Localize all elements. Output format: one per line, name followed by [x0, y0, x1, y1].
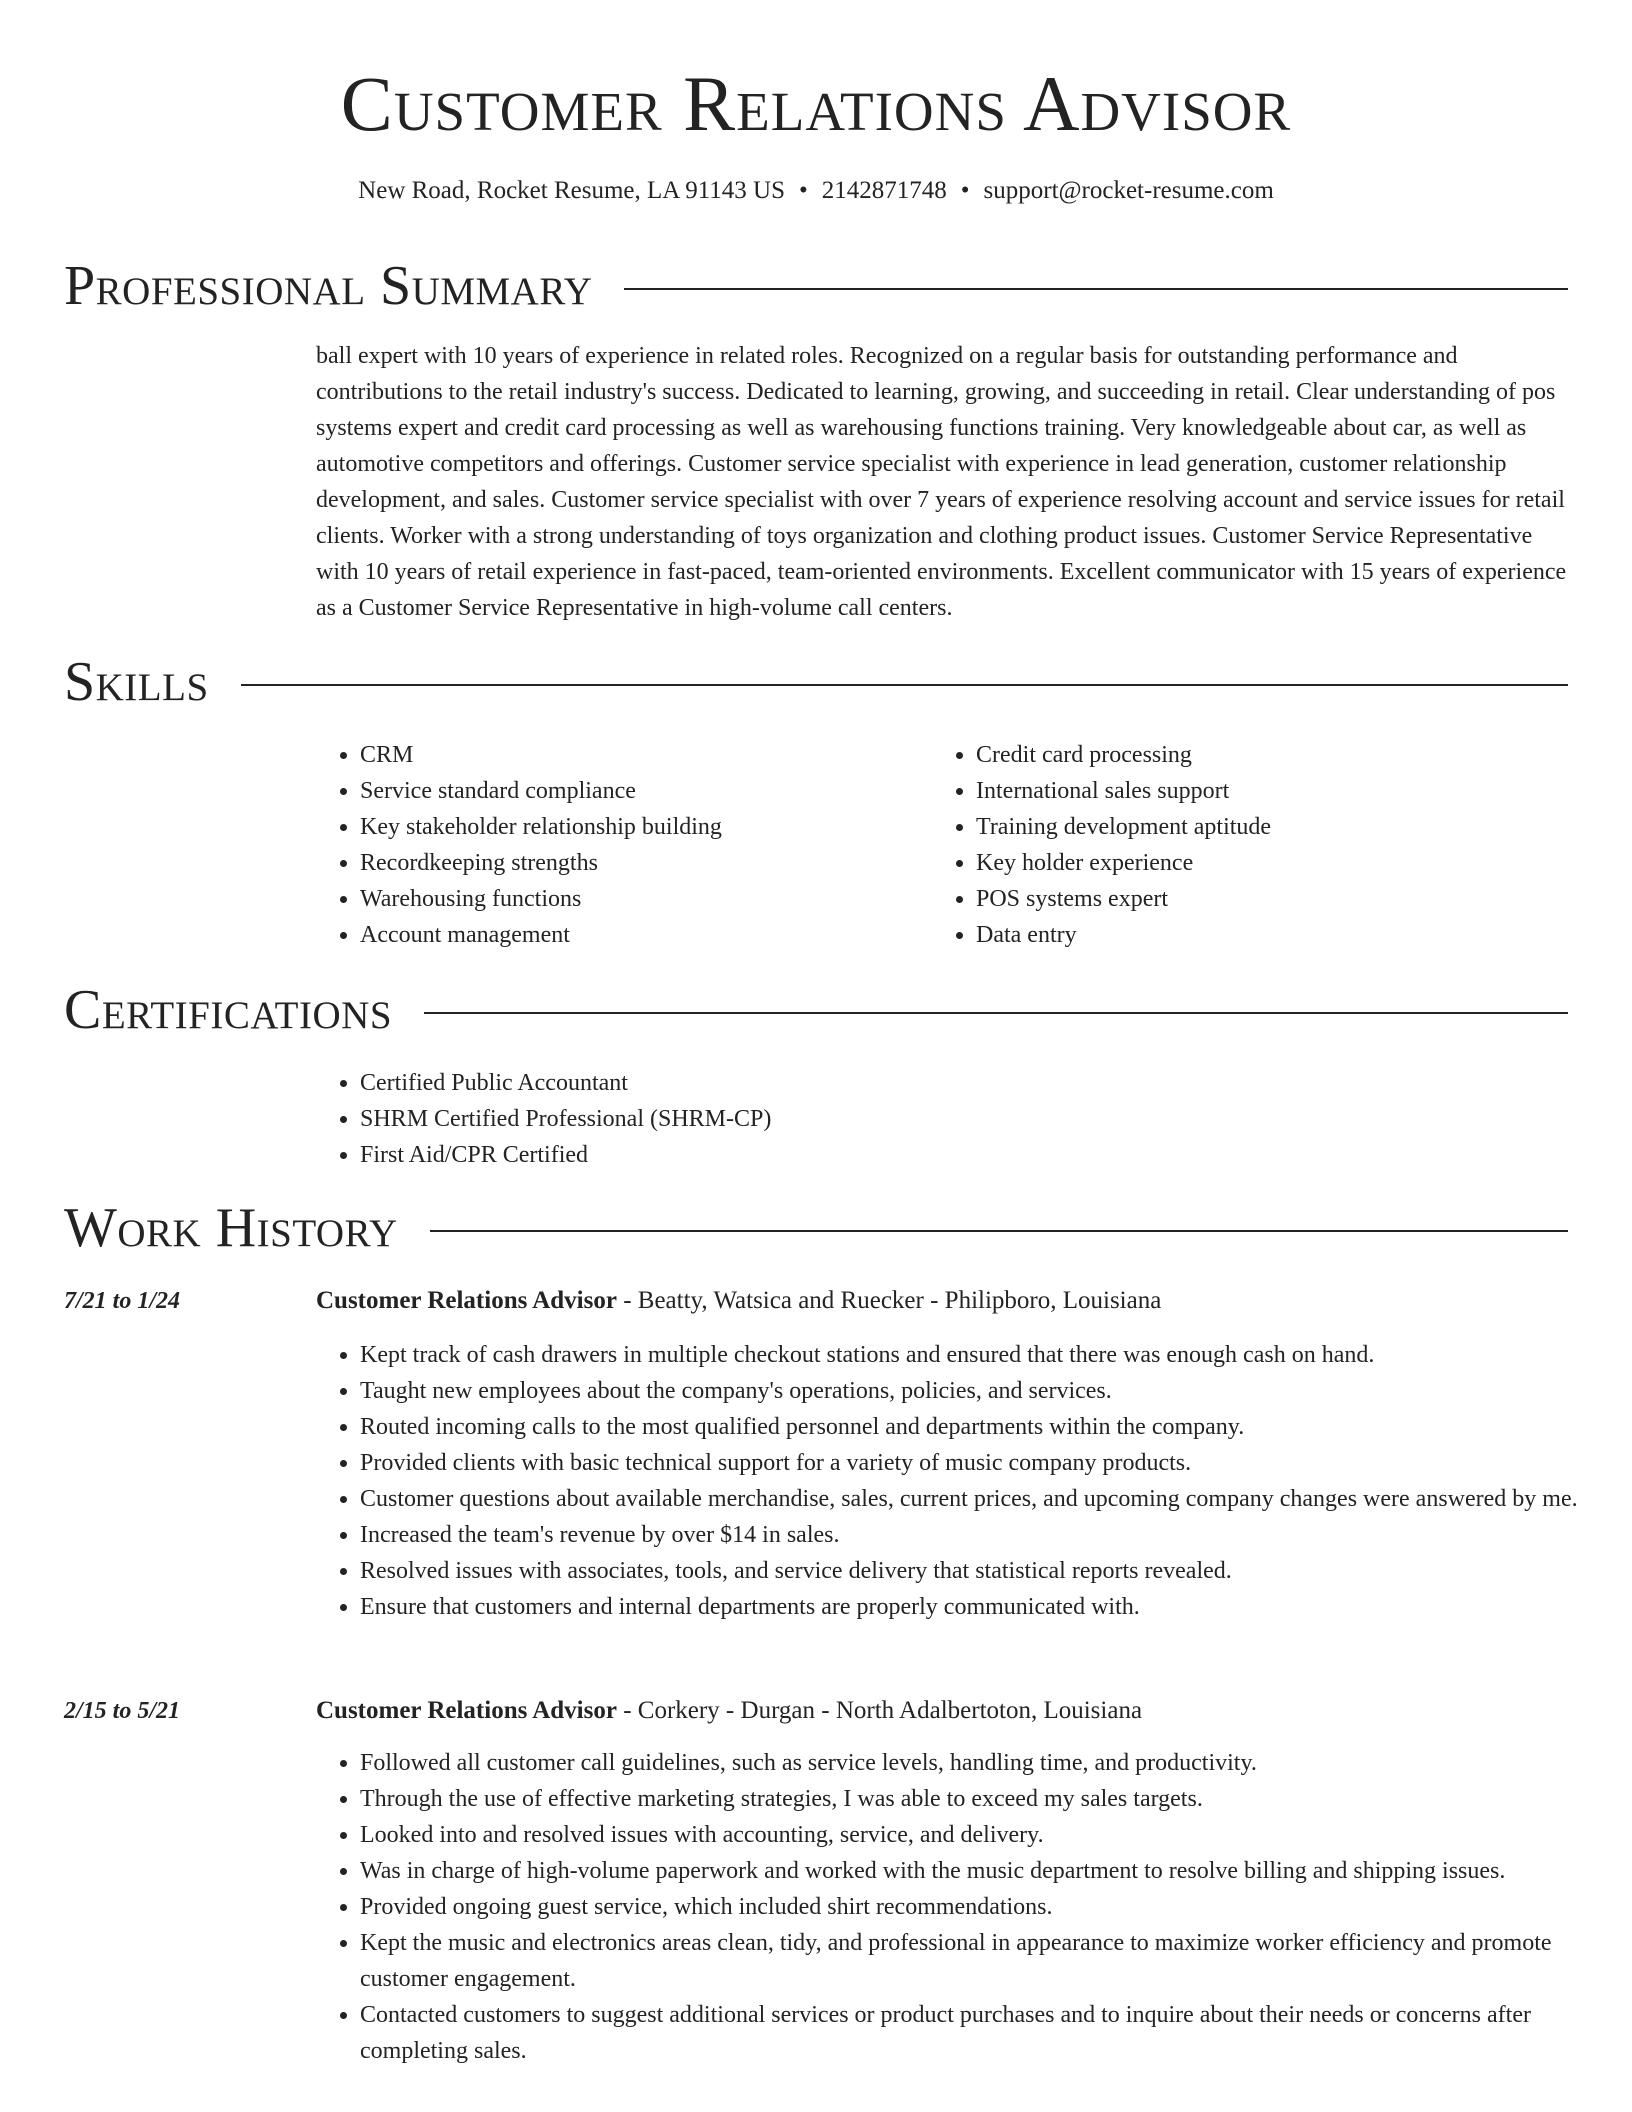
job-bullets [316, 1745, 1616, 2069]
work-history-heading: Work History [64, 1197, 398, 1259]
job-heading [316, 1283, 1572, 1319]
skill-item: • Credit card processing [976, 737, 1576, 773]
skills-list-right [932, 737, 1576, 953]
skills-heading: Skills [64, 651, 209, 713]
skill-item: • Key holder experience [976, 845, 1576, 881]
contact-separator: • [798, 177, 808, 204]
job-company: - Beatty, Watsica and Ruecker - Philipboro, Louisiana [616, 1287, 1162, 1314]
job-bullet: • Was in charge of high-volume paperwork and worked with the music department to resolve billing and shipping issues. [360, 1853, 1616, 1889]
job-bullet: • Provided clients with basic technical support for a variety of music company products. [360, 1445, 1616, 1481]
job-bullet: • Routed incoming calls to the most qualified personnel and departments within the company. [360, 1409, 1616, 1445]
job-dates: 7/21 to 1/24 [64, 1288, 181, 1314]
skill-item: • Service standard compliance [360, 773, 920, 809]
skill-item: • POS systems expert [976, 881, 1576, 917]
skill-item: • CRM [360, 737, 920, 773]
job-title: Customer Relations Advisor [316, 1697, 617, 1724]
contact-email: support@rocket-resume.com [983, 177, 1274, 204]
certifications-heading: Certifications [64, 979, 393, 1041]
section-divider [424, 1012, 1568, 1014]
summary-text: ball expert with 10 years of experience in related roles. Recognized on a regular basis for outstanding performance and contributions to the retail industry's success. Dedicated to learning, growing, and succeeding in retail. Clear understanding of pos systems expert and credit card processing as well as warehousing functions training. Very knowledgeable about car, as well as automotive competitors and offerings. Customer service specialist with experience in lead generation, customer relationship development, and sales. Customer service specialist with over 7 years of experience resolving account and service issues for retail clients. Worker with a strong understanding of toys organization and clothing product issues. Customer Service Representative with 10 years of retail experience in fast-paced, team-oriented environments. Excellent communicator with 15 years of experience as a Customer Service Representative in high-volume call centers. [316, 343, 1567, 621]
work-history-section-header [64, 1196, 1568, 1260]
skill-item: • Warehousing functions [360, 881, 920, 917]
contact-line [0, 174, 1632, 208]
skill-item: • Account management [360, 917, 920, 953]
job-bullet: • Provided ongoing guest service, which included shirt recommendations. [360, 1889, 1616, 1925]
job-bullet: • Taught new employees about the company's operations, policies, and services. [360, 1373, 1616, 1409]
job-bullet: • Customer questions about available merchandise, sales, current prices, and upcoming company changes were answered by me. [360, 1481, 1616, 1517]
certifications-section-header [64, 978, 1568, 1042]
skill-item: • Key stakeholder relationship building [360, 809, 920, 845]
skill-item: • International sales support [976, 773, 1576, 809]
job-bullet: • Contacted customers to suggest additional services or product purchases and to inquire about their needs or concerns after completing sales. [360, 1997, 1616, 2069]
summary-heading: Professional Summary [64, 255, 593, 317]
job-bullet: • Kept the music and electronics areas clean, tidy, and professional in appearance to maximize worker efficiency and promote customer engagement. [360, 1925, 1616, 1997]
section-divider [624, 288, 1568, 290]
contact-phone: 2142871748 [821, 177, 947, 204]
skill-item: • Data entry [976, 917, 1576, 953]
certifications-list [316, 1065, 1260, 1173]
section-divider [241, 684, 1568, 686]
section-divider [430, 1230, 1568, 1232]
job-bullets [316, 1337, 1616, 1625]
job-heading [316, 1693, 1572, 1729]
job-bullet: • Followed all customer call guidelines, such as service levels, handling time, and productivity. [360, 1745, 1616, 1781]
skill-item: • Recordkeeping strengths [360, 845, 920, 881]
job-bullet: • Ensure that customers and internal departments are properly communicated with. [360, 1589, 1616, 1625]
certification-item: • First Aid/CPR Certified [360, 1137, 1260, 1173]
job-bullet: • Kept track of cash drawers in multiple checkout stations and ensured that there was enough cash on hand. [360, 1337, 1616, 1373]
contact-address: New Road, Rocket Resume, LA 91143 US [358, 177, 785, 204]
contact-separator: • [960, 177, 970, 204]
job-bullet: • Increased the team's revenue by over $14 in sales. [360, 1517, 1616, 1553]
job-dates: 2/15 to 5/21 [64, 1698, 181, 1724]
job-bullet: • Looked into and resolved issues with accounting, service, and delivery. [360, 1817, 1616, 1853]
job-bullet: • Through the use of effective marketing strategies, I was able to exceed my sales targets. [360, 1781, 1616, 1817]
skills-section-header [64, 650, 1568, 714]
job-bullet: • Resolved issues with associates, tools, and service delivery that statistical reports revealed. [360, 1553, 1616, 1589]
candidate-name: Customer Relations Advisor [340, 60, 1292, 147]
skills-list-left [316, 737, 920, 953]
job-company: - Corkery - Durgan - North Adalbertoton, Louisiana [616, 1697, 1143, 1724]
job-title: Customer Relations Advisor [316, 1287, 617, 1314]
summary-section-header [64, 254, 1568, 318]
skill-item: • Training development aptitude [976, 809, 1576, 845]
certification-item: • SHRM Certified Professional (SHRM-CP) [360, 1101, 1260, 1137]
certification-item: • Certified Public Accountant [360, 1065, 1260, 1101]
